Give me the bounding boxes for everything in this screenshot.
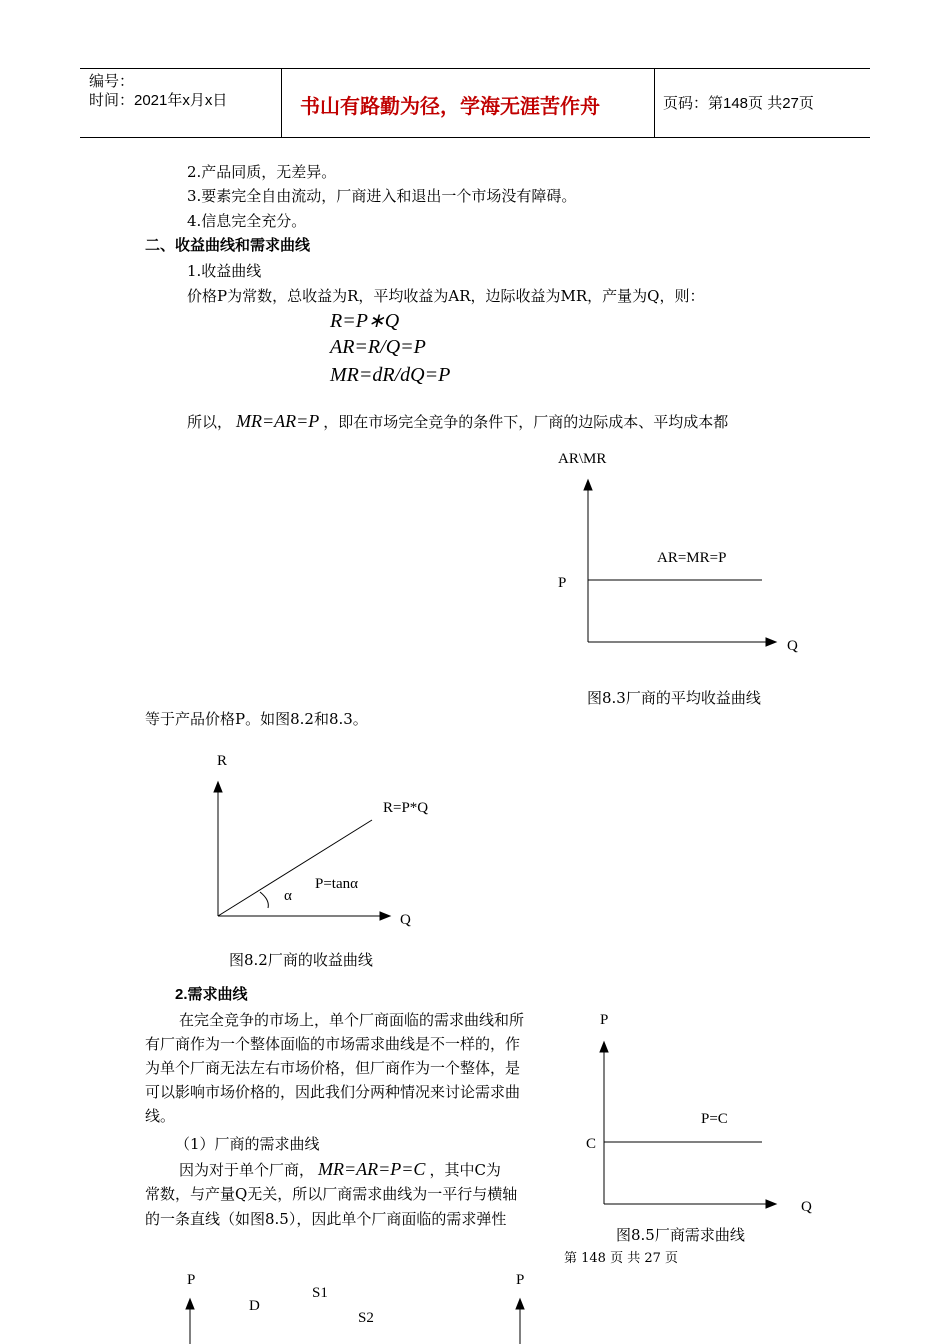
sub-heading-demand-curve: 2.需求曲线 (175, 986, 248, 1003)
equation-revenue: R=P∗Q (330, 310, 400, 332)
page-footer: 第 148 页 共 27 页 (564, 1251, 679, 1266)
paragraph-line-4: 可以影响市场价格的，因此我们分两种情况来讨论需求曲 (145, 1083, 521, 1101)
next-left-y-arrow (186, 1299, 194, 1309)
fig82-x-arrow (380, 912, 390, 920)
fig83-line-label: AR=MR=P (657, 550, 727, 566)
fig85-caption: 图8.5厂商需求曲线 (616, 1226, 745, 1244)
fig83-caption: 图8.3厂商的平均收益曲线 (587, 689, 761, 707)
fig82-y-arrow (214, 782, 222, 792)
because-line (179, 1157, 501, 1182)
fig82-slope-label: P=tanα (315, 876, 358, 892)
conclusion-prefix: 所以， (187, 413, 233, 431)
equation-marginal-revenue: MR=dR/dQ=P (330, 364, 451, 386)
fig85-y-label: P (600, 1012, 609, 1028)
next-s1-label: S1 (312, 1285, 328, 1301)
header-page-label: 页码：第148页 共27页 (663, 95, 814, 112)
fig82-angle-arc (260, 892, 268, 908)
fig85-c-label: C (586, 1136, 597, 1152)
firm-demand-heading: （1）厂商的需求曲线 (175, 1135, 320, 1153)
header-motto: 书山有路勤为径，学海无涯苦作舟 (300, 96, 600, 118)
figure-8-3 (540, 440, 830, 710)
paragraph-line-1: 在完全竞争的市场上，单个厂商面临的需求曲线和所 (179, 1011, 525, 1029)
section-heading: 二、收益曲线和需求曲线 (145, 237, 311, 254)
fig83-p-label: P (558, 575, 567, 591)
list-item-3: 3.要素完全自由流动，厂商进入和退出一个市场没有障碍。 (187, 187, 577, 205)
fig83-y-label: AR\MR (558, 451, 607, 467)
fig83-x-arrow (766, 638, 776, 646)
header-time-label: 时间：2021年x月x日 (89, 92, 228, 109)
fig85-y-arrow (600, 1042, 608, 1052)
fig85-x-arrow (766, 1200, 776, 1208)
fig83-x-label: Q (787, 638, 798, 654)
next-right-y-label: P (516, 1272, 525, 1288)
fig82-revenue-line (218, 820, 372, 916)
fig85-x-label: Q (801, 1199, 812, 1215)
paragraph-line-constant: 常数，与产量Q无关，所以厂商需求曲线为一平行与横轴 (145, 1185, 518, 1203)
continuation-line: 等于产品价格P。如图8.2和8.3。 (145, 710, 368, 728)
fig82-x-label: Q (400, 912, 411, 928)
fig82-angle-label: α (284, 888, 292, 904)
intro-line: 价格P为常数，总收益为R，平均收益为AR，边际收益为MR，产量为Q，则： (187, 287, 705, 305)
because-prefix: 因为对于单个厂商， (179, 1161, 315, 1179)
conclusion-line (187, 409, 728, 434)
paragraph-demand (145, 1008, 524, 1128)
header-divider-left (281, 69, 282, 137)
next-right-y-arrow (516, 1299, 524, 1309)
conclusion-suffix: ，即在市场完全竞争的条件下，厂商的边际成本、平均成本都 (323, 413, 729, 431)
next-s2-label: S2 (358, 1310, 374, 1326)
fig85-line-label: P=C (701, 1111, 728, 1127)
list-item-2: 2.产品同质，无差异。 (187, 163, 337, 181)
next-left-y-label: P (187, 1272, 196, 1288)
header-number-label: 编号： (89, 73, 135, 90)
sub-heading-revenue-curve: 1.收益曲线 (187, 262, 262, 280)
equation-average-revenue: AR=R/Q=P (330, 336, 426, 358)
figure-8-2 (190, 760, 430, 940)
because-equation: MR=AR=P=C (318, 1159, 426, 1179)
fig82-caption: 图8.2厂商的收益曲线 (229, 951, 373, 969)
because-suffix: ，其中C为 (429, 1161, 501, 1179)
paragraph-line-2: 有厂商作为一个整体面临的市场需求曲线是不一样的，作 (145, 1035, 521, 1053)
next-d-label: D (249, 1298, 260, 1314)
paragraph-line-3: 为单个厂商无法左右市场价格，但厂商作为一个整体，是 (145, 1059, 521, 1077)
paragraph-line-5: 线。 (145, 1107, 176, 1125)
paragraph-line-elasticity: 的一条直线（如图8.5），因此单个厂商面临的需求弹性 (145, 1210, 507, 1228)
figure-8-5 (580, 1030, 800, 1220)
fig83-y-arrow (584, 480, 592, 490)
header-divider-right (654, 69, 655, 137)
conclusion-equation: MR=AR=P (236, 411, 320, 431)
list-item-4: 4.信息完全充分。 (187, 212, 307, 230)
fig82-y-label: R (217, 753, 228, 769)
fig82-line-label: R=P*Q (383, 800, 429, 816)
